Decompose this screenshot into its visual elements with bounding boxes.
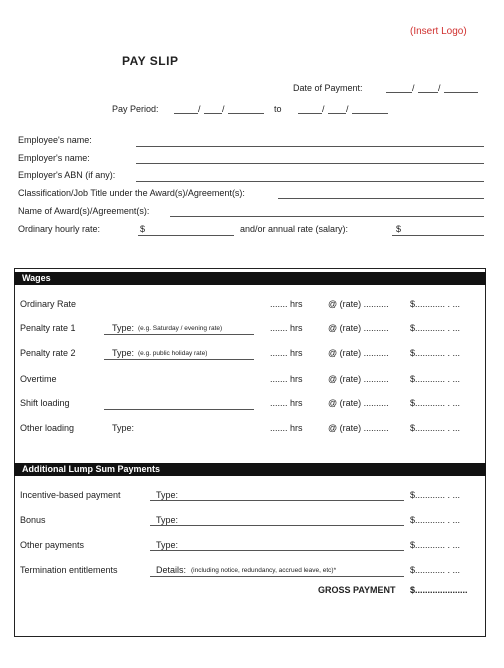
rate-field[interactable]: @ (rate) .......... bbox=[328, 398, 389, 408]
classification-label: Classification/Job Title under the Award(s)/Agreement(s): bbox=[18, 188, 245, 198]
employer-name-field[interactable] bbox=[136, 163, 484, 164]
gross-payment-field[interactable]: $..................... bbox=[410, 585, 468, 595]
type-label: Type: bbox=[112, 348, 135, 358]
type-label: Type: bbox=[156, 490, 179, 500]
pay-period-from-day-field[interactable] bbox=[174, 113, 198, 114]
pay-period-to-label: to bbox=[274, 104, 282, 114]
type-hint: (e.g. public holiday rate) bbox=[138, 350, 208, 357]
hours-field[interactable]: ....... hrs bbox=[270, 299, 303, 309]
wage-row-label: Penalty rate 2 bbox=[20, 348, 76, 358]
pay-period-to-year-field[interactable] bbox=[352, 113, 388, 114]
annual-rate-dollar-sign: $ bbox=[396, 224, 402, 234]
employer-abn-field[interactable] bbox=[136, 181, 484, 182]
hours-field[interactable]: ....... hrs bbox=[270, 323, 303, 333]
rate-field[interactable]: @ (rate) .......... bbox=[328, 323, 389, 333]
hourly-rate-dollar-sign: $ bbox=[140, 224, 146, 234]
lump-row-label: Other payments bbox=[20, 540, 85, 550]
page-title: PAY SLIP bbox=[122, 54, 179, 68]
penalty-rate-1-type-field[interactable] bbox=[104, 334, 254, 335]
hours-field[interactable]: ....... hrs bbox=[270, 398, 303, 408]
ordinary-hourly-rate-label: Ordinary hourly rate: bbox=[18, 224, 101, 234]
amount-field[interactable]: $............ . ... bbox=[410, 423, 461, 433]
rate-field[interactable]: @ (rate) .......... bbox=[328, 374, 389, 384]
award-name-label: Name of Award(s)/Agreement(s): bbox=[18, 206, 150, 216]
employer-name-label: Employer's name: bbox=[18, 153, 90, 163]
amount-field[interactable]: $............ . ... bbox=[410, 490, 461, 500]
lump-row-label: Incentive-based payment bbox=[20, 490, 121, 500]
amount-field[interactable]: $............ . ... bbox=[410, 515, 461, 525]
details-label: Details: bbox=[156, 565, 187, 575]
annual-rate-label: and/or annual rate (salary): bbox=[240, 224, 349, 234]
type-label: Type: bbox=[156, 515, 179, 525]
date-of-payment-label: Date of Payment: bbox=[293, 83, 363, 93]
pay-period-to-day-field[interactable] bbox=[298, 113, 322, 114]
date-separator: / bbox=[198, 104, 201, 114]
hours-field[interactable]: ....... hrs bbox=[270, 374, 303, 384]
date-separator: / bbox=[322, 104, 325, 114]
type-label: Type: bbox=[156, 540, 179, 550]
classification-field[interactable] bbox=[278, 198, 484, 199]
employee-name-field[interactable] bbox=[136, 146, 484, 147]
rate-field[interactable]: @ (rate) .......... bbox=[328, 299, 389, 309]
employer-abn-label: Employer's ABN (if any): bbox=[18, 170, 116, 180]
date-separator: / bbox=[438, 83, 441, 93]
wage-row-label: Shift loading bbox=[20, 398, 70, 408]
wage-row-label: Overtime bbox=[20, 374, 57, 384]
award-name-field[interactable] bbox=[170, 216, 484, 217]
lump-sum-heading: Additional Lump Sum Payments bbox=[14, 463, 486, 476]
amount-field[interactable]: $............ . ... bbox=[410, 398, 461, 408]
wage-row-label: Ordinary Rate bbox=[20, 299, 77, 309]
incentive-type-field[interactable] bbox=[150, 500, 404, 501]
rate-field[interactable]: @ (rate) .......... bbox=[328, 348, 389, 358]
hours-field[interactable]: ....... hrs bbox=[270, 423, 303, 433]
amount-field[interactable]: $............ . ... bbox=[410, 299, 461, 309]
type-hint: (e.g. Saturday / evening rate) bbox=[138, 325, 223, 332]
amount-field[interactable]: $............ . ... bbox=[410, 540, 461, 550]
lump-row-label: Bonus bbox=[20, 515, 46, 525]
lump-row-label: Termination entitlements bbox=[20, 565, 118, 575]
bonus-type-field[interactable] bbox=[150, 525, 404, 526]
insert-logo-placeholder: (Insert Logo) bbox=[410, 26, 467, 37]
amount-field[interactable]: $............ . ... bbox=[410, 348, 461, 358]
amount-field[interactable]: $............ . ... bbox=[410, 374, 461, 384]
penalty-rate-2-type-field[interactable] bbox=[104, 359, 254, 360]
ordinary-hourly-rate-field[interactable] bbox=[138, 235, 234, 236]
pay-period-to-month-field[interactable] bbox=[328, 113, 346, 114]
pay-period-label: Pay Period: bbox=[112, 104, 159, 114]
hours-field[interactable]: ....... hrs bbox=[270, 348, 303, 358]
pay-period-from-month-field[interactable] bbox=[204, 113, 222, 114]
type-label: Type: bbox=[112, 423, 135, 433]
date-of-payment-day-field[interactable] bbox=[386, 92, 412, 93]
gross-payment-label: GROSS PAYMENT bbox=[318, 585, 396, 595]
date-of-payment-year-field[interactable] bbox=[444, 92, 478, 93]
date-separator: / bbox=[412, 83, 415, 93]
amount-field[interactable]: $............ . ... bbox=[410, 565, 461, 575]
type-label: Type: bbox=[112, 323, 135, 333]
date-separator: / bbox=[346, 104, 349, 114]
annual-rate-field[interactable] bbox=[392, 235, 484, 236]
wages-heading: Wages bbox=[14, 272, 486, 285]
shift-loading-field[interactable] bbox=[104, 409, 254, 410]
pay-period-from-year-field[interactable] bbox=[228, 113, 264, 114]
wage-row-label: Penalty rate 1 bbox=[20, 323, 76, 333]
other-payments-type-field[interactable] bbox=[150, 550, 404, 551]
date-separator: / bbox=[222, 104, 225, 114]
wage-row-label: Other loading bbox=[20, 423, 75, 433]
termination-details-field[interactable] bbox=[150, 576, 404, 577]
amount-field[interactable]: $............ . ... bbox=[410, 323, 461, 333]
rate-field[interactable]: @ (rate) .......... bbox=[328, 423, 389, 433]
employee-name-label: Employee's name: bbox=[18, 135, 92, 145]
details-hint: (including notice, redundancy, accrued leave, etc)* bbox=[191, 567, 337, 574]
date-of-payment-month-field[interactable] bbox=[418, 92, 438, 93]
